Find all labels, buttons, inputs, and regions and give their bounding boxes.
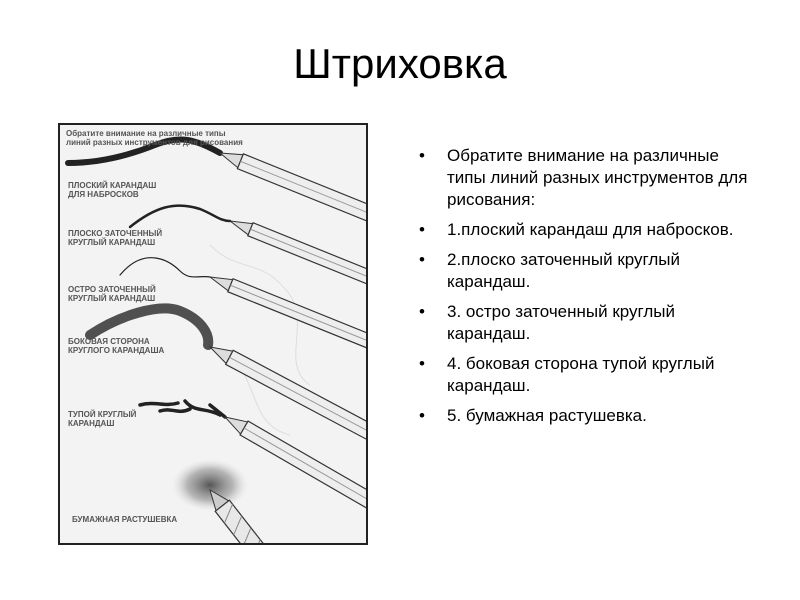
label-flat-pencil: ПЛОСКИЙ КАРАНДАШ ДЛЯ НАБРОСКОВ [68,181,157,199]
bullet-list [415,145,760,435]
bullet-icon: • [419,220,425,239]
bullet-item [415,301,760,345]
bullet-icon: • [419,406,425,425]
stroke-flat-sharpened [130,206,230,227]
illustration-caption: Обратите внимание на различные типы линий разных инструментов для рисования [66,129,243,147]
bullet-item [415,353,760,397]
bullet-item [415,219,760,241]
label-paper-stump: БУМАЖНАЯ РАСТУШЕВКА [72,515,178,524]
pencil-3 [207,271,368,356]
bullet-item [415,249,760,293]
bullet-text: 3. остро заточенный круглый карандаш. [447,302,676,343]
bullet-icon: • [419,146,425,165]
pencil-4 [206,340,368,449]
stroke-sharp-pencil [120,258,210,277]
bullet-text: 2.плоско заточенный круглый карандаш. [447,250,680,291]
bullet-text: Обратите внимание на различные типы линий разных инструментов для рисования: [447,146,748,209]
label-sharp-pencil: ОСТРО ЗАТОЧЕННЫЙ КРУГЛЫЙ КАРАНДАШ [68,285,156,303]
bullet-text: 1.плоский карандаш для набросков. [447,220,734,239]
bullet-item [415,145,760,211]
bullet-icon: • [419,354,425,373]
label-pencil-side: БОКОВАЯ СТОРОНА КРУГЛОГО КАРАНДАША [68,337,165,355]
label-blunt-pencil: ТУПОЙ КРУГЛЫЙ КАРАНДАШ [68,410,137,428]
bullet-text: 4. боковая сторона тупой круглый карандаш. [447,354,715,395]
bullet-icon: • [419,302,425,321]
bullet-item [415,405,760,427]
slide-title: Штриховка [293,40,507,87]
smudge-stump [172,459,248,511]
pencil-illustration [58,123,368,545]
bullet-text: 5. бумажная растушевка. [447,406,647,425]
bullet-icon: • [419,250,425,269]
label-flat-sharpened: ПЛОСКО ЗАТОЧЕННЫЙ КРУГЛЫЙ КАРАНДАШ [68,229,163,247]
